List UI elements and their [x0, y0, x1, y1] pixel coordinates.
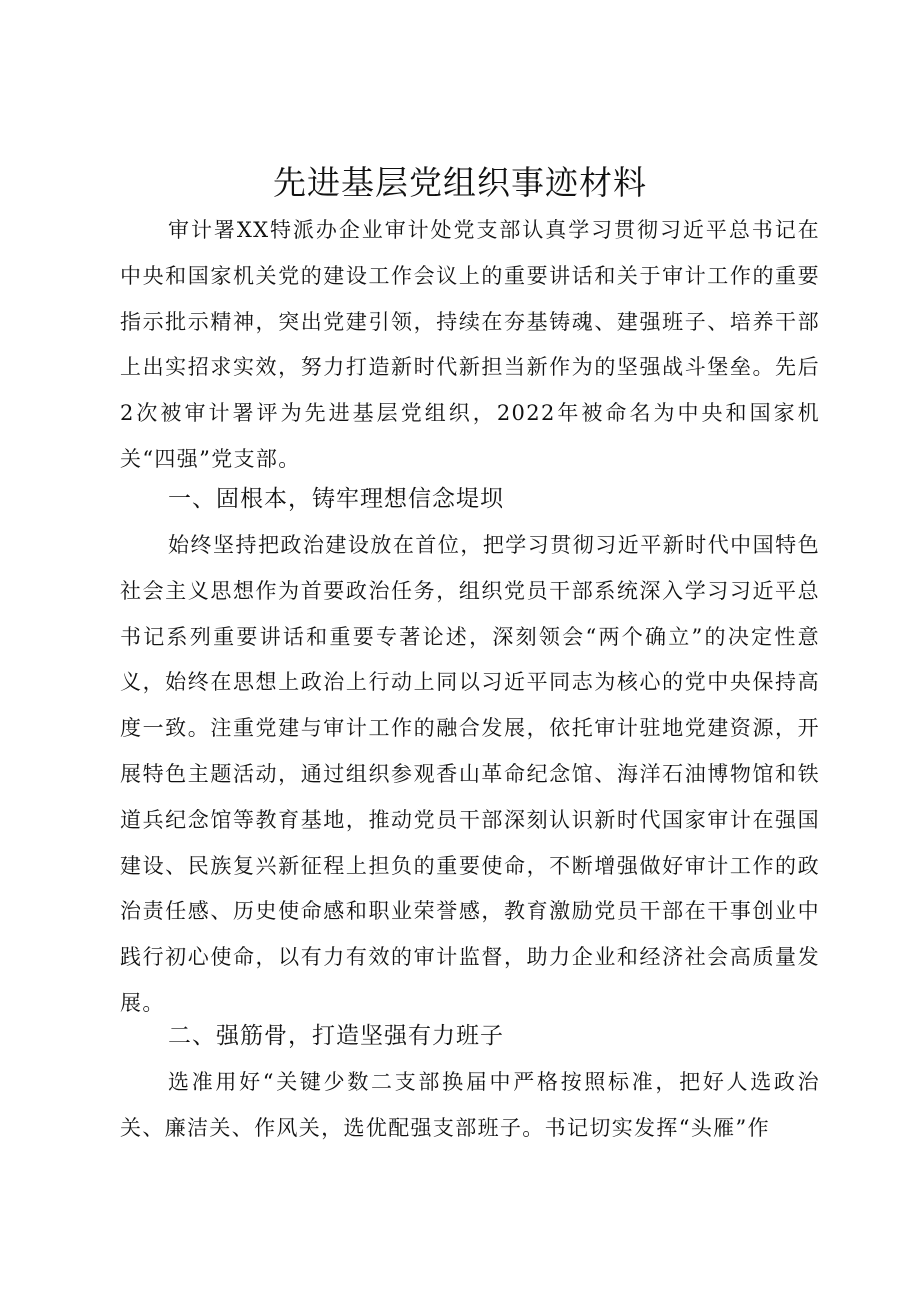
- section-2-heading: 二、强筋骨，打造坚强有力班子: [168, 1023, 504, 1049]
- section-1-heading: 一、固根本，铸牢理想信念堤坝: [168, 486, 504, 512]
- section-1-body: 始终坚持把政治建设放在首位，把学习贯彻习近平新时代中国特色社会主义思想作为首要政治任务，组织党员干部系统深入学习习近平总书记系列重要讲话和重要专著论述，深刻领会“两个确立”的决定性意义，始终在思想上政治上行动上同以习近平同志为核心的党中央保持高度一致。注重党建与审计工作的融合发展，依托审计驻地党建资源，开展特色主题活动，通过组织参观香山革命纪念馆、海洋石油博物馆和铁道兵纪念馆等教育基地，推动党员干部深刻认识新时代国家审计在强国建设、民族复兴新征程上担负的重要使命，不断增强做好审计工作的政治责任感、历史使命感和职业荣誉感，教育激励党员干部在干事创业中践行初心使命，以有力有效的审计监督，助力企业和经济社会高质量发展。: [120, 533, 820, 1015]
- section-2-body: 选准用好“关键少数二支部换届中严格按照标准，把好人选政治关、廉洁关、作风关，选优配强支部班子。书记切实发挥“头雁”作: [120, 1070, 820, 1140]
- intro-paragraph: 审计署XX特派办企业审计处党支部认真学习贯彻习近平总书记在中央和国家机关党的建设工作会议上的重要讲话和关于审计工作的重要指示批示精神，突出党建引领，持续在夯基铸魂、建强班子、培养干部上出实招求实效，努力打造新时代新担当新作为的坚强战斗堡垒。先后2次被审计署评为先进基层党组织，2022年被命名为中央和国家机关“四强”党支部。: [120, 218, 820, 471]
- document-title: 先进基层党组织事迹材料: [273, 163, 647, 202]
